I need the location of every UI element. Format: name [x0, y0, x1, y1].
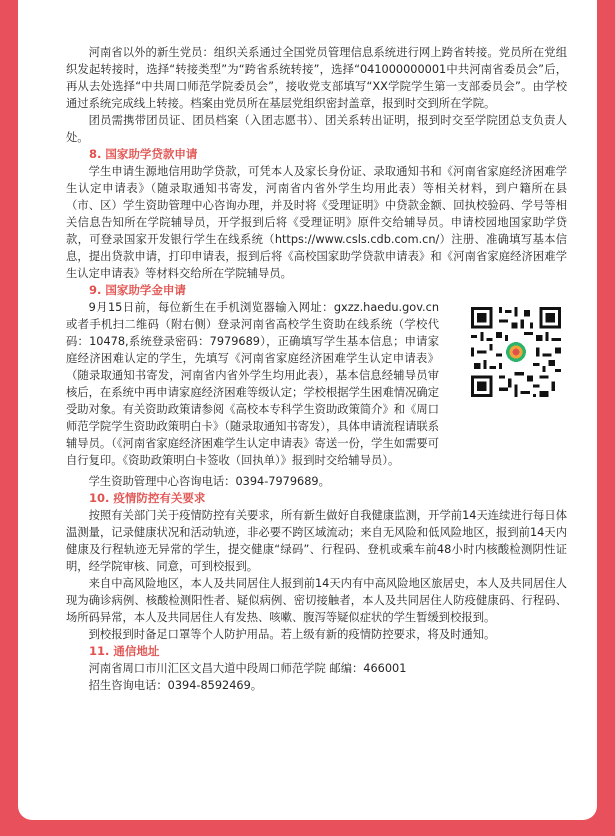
party-transfer-paragraph: 河南省以外的新生党员：组织关系通过全国党员管理信息系统进行网上跨省转接。党员所在党组织发起转接时，选择“转接类型”为“跨省系统转接”，选择“041000000001中共河南省委员会”后，再从去处选择“中共周口师范学院委员会”，接收党支部填写“XX学院学生第一支部委员会”。由学校通过系统完成线上转接。档案由党员所在基层党组织密封盖章，报到时交到所在学院。: [66, 46, 567, 110]
loan-paragraph: 学生申请生源地信用助学贷款，可凭本人及家长身份证、录取通知书和《河南省家庭经济困难学生认定申请表》（随录取通知书寄发，河南省内省外学生均用此表）等相关材料，到户籍所在县（市、区）学生资助管理中心咨询办理，并及时将《受理证明》中贷款金额、回执校验码、学号等相关信息告知所在学院辅导员，开学报到后将《受理证明》原件交给辅导员。申请校园地国家助学贷款，可登录国家开发银行学生在线系统（https://www.csls.cdb.com.cn/）注册、准确填写基本信息，提出贷款申请，打印申请表，报到后将《高校国家助学贷款申请表》和《河南省家庭经济困难学生认定申请表》等材料交给所在学院辅导员。: [66, 165, 567, 280]
epidemic-paragraph-3: 到校报到时备足口罩等个人防护用品。若上级有新的疫情防控要求，将及时通知。: [88, 628, 496, 641]
section-8-heading: [66, 146, 567, 163]
grant-paragraph: 9月15日前，每位新生在手机浏览器输入网址：gxzz.haedu.gov.cn或者手机扫二维码（附右侧）登录河南省高校学生资助在线系统（学校代码：10478,系统登录密码：7979689），正确填写学生基本信息；申请家庭经济困难认定的学生，先填写《河南省家庭经济困难学生认定申请表》（随录取通知书寄发，河南省内省外学生均用此表），基本信息经辅导员审核后，在系统中再申请家庭经济困难等级认定；学校根据学生困难情况确定受助对象。有关资助政策请参阅《高校本专科学生资助政策简介》和《周口师范学院学生资助政策明白卡》（随录取通知书寄发），具体申请流程请联系辅导员。（《河南省家庭经济困难学生认定申请表》寄送一份，学生如需要可自行复印。《资助政策明白卡签收（回执单）》报到时交给辅导员）。: [66, 301, 439, 467]
section-10-heading: [66, 490, 567, 507]
section-8-number: 8.: [89, 147, 102, 161]
epidemic-paragraph-2: 来自中高风险地区，本人及共同居住人报到前14天内有中高风险地区旅居史，本人及共同居住人现为确诊病例、核酸检测阳性者、疑似病例、密切接触者，本人及共同居住人防疫健康码、行程码、场所码异常，本人及共同居住人有发热、咳嗽、腹泻等疑似症状的学生暂缓到校报到。: [66, 577, 567, 624]
section-9-title: 国家助学金申请: [105, 283, 186, 297]
grant-phone-paragraph: 学生资助管理中心咨询电话：0394-7979689。: [88, 475, 330, 488]
section-9-number: 9.: [89, 283, 102, 297]
league-transfer-paragraph: 团员需携带团员证、团员档案（入团志愿书）、团关系转出证明，报到时交至学院团总支负责人处。: [66, 114, 567, 144]
epidemic-paragraph-1: 按照有关部门关于疫情防控有关要求，所有新生做好自我健康监测，开学前14天连续进行每日体温测量，记录健康状况和活动轨迹，非必要不跨区域流动；来自无风险和低风险地区，报到前14天内健康及行程轨迹无异常的学生，提交健康“绿码”、行程码、登机或乘车前48小时内核酸检测阴性证明，经学院审核、同意，可到校报到。: [66, 509, 567, 573]
section-11-heading: [66, 643, 567, 660]
section-8-title: 国家助学贷款申请: [105, 147, 198, 161]
section-11-title: 通信地址: [113, 644, 160, 658]
grant-block: [66, 299, 567, 490]
section-9-heading: [66, 282, 567, 299]
qr-code-icon[interactable]: [471, 307, 561, 397]
section-11-number: 11.: [89, 644, 110, 658]
section-10-number: 10.: [89, 491, 110, 505]
document-sheet: [18, 0, 597, 820]
section-10-title: 疫情防控有关要求: [113, 491, 206, 505]
admission-phone-line: 招生咨询电话：0394-8592469。: [88, 679, 263, 692]
address-line: 河南省周口市川汇区文昌大道中段周口师范学院 邮编：466001: [88, 662, 407, 675]
